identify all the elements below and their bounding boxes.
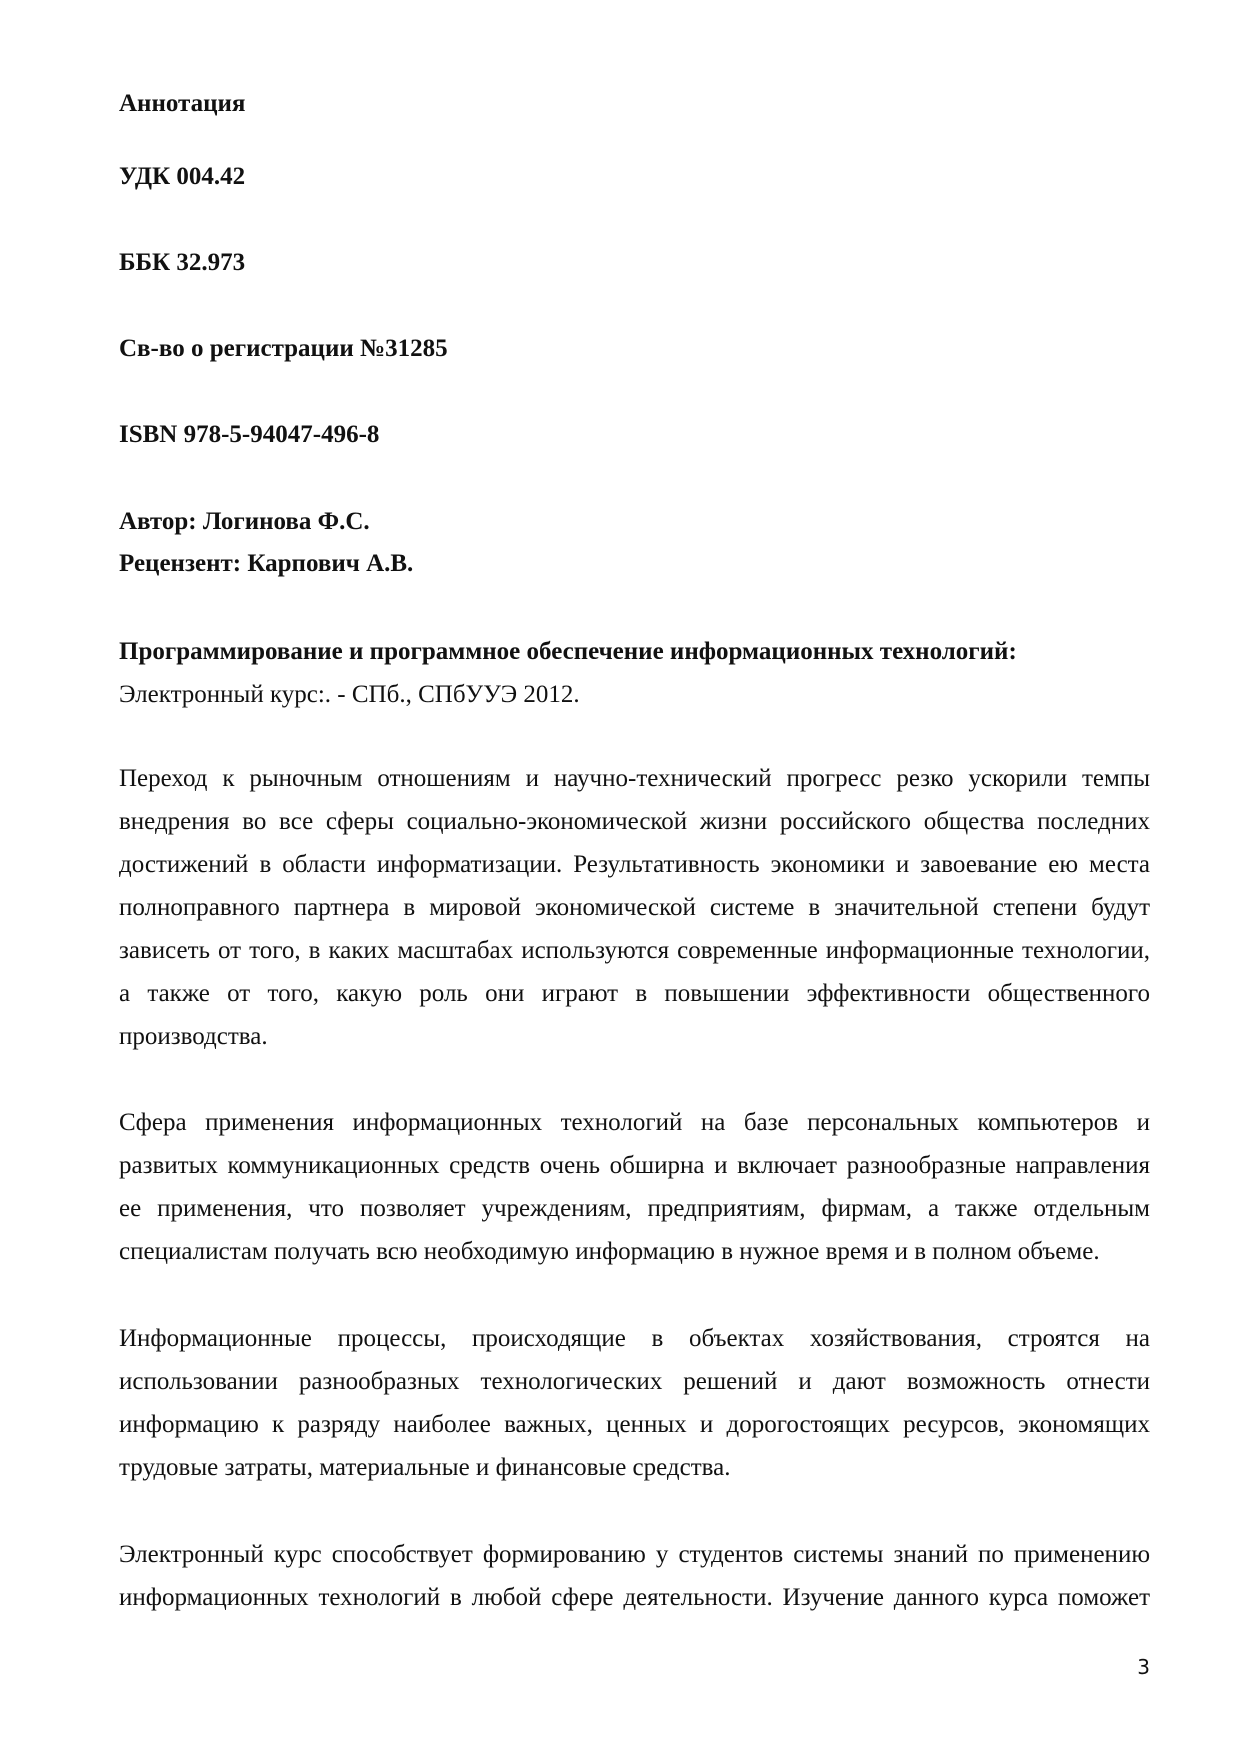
paragraph-line: полноправного партнера в мировой экономической системе в значительной степени будут <box>119 894 1150 921</box>
paragraph-line: специалистам получать всю необходимую информацию в нужное время и в полном объеме. <box>119 1238 1100 1265</box>
page-number: 3 <box>1137 1655 1150 1679</box>
udk-code: УДК 004.42 <box>119 163 246 190</box>
paragraph-line: производства. <box>119 1023 268 1050</box>
isbn: ISBN 978-5-94047-496-8 <box>119 421 380 448</box>
paragraph-line: ее применения, что позволяет учреждениям, предприятиям, фирмам, а также отдельным <box>119 1195 1150 1222</box>
paragraph-line: информационных технологий в любой сфере деятельности. Изучение данного курса поможет <box>119 1584 1150 1611</box>
paragraph-line: развитых коммуникационных средств очень обширна и включает разнообразные направления <box>119 1152 1150 1179</box>
paragraph-line: Электронный курс способствует формированию у студентов системы знаний по применению <box>119 1541 1150 1568</box>
paragraph-3 <box>119 1317 1150 1489</box>
paragraph-4 <box>119 1533 1150 1619</box>
paragraph-line: Переход к рыночным отношениям и научно-технический прогресс резко ускорили темпы <box>119 765 1150 792</box>
paragraph-line: использовании разнообразных технологических решений и дают возможность отнести <box>119 1368 1150 1395</box>
paragraph-line: информацию к разряду наиболее важных, ценных и дорогостоящих ресурсов, экономящих <box>119 1411 1150 1438</box>
paragraph-line: зависеть от того, в каких масштабах используются современные информационные технологии, <box>119 937 1150 964</box>
author: Автор: Логинова Ф.С. <box>119 508 370 535</box>
citation-details: Электронный курс:. - СПб., СПбУУЭ 2012. <box>119 681 580 708</box>
paragraph-line: внедрения во все сферы социально-экономической жизни российского общества последних <box>119 808 1150 835</box>
paragraph-line: достижений в области информатизации. Результативность экономики и завоевание ею места <box>119 851 1150 878</box>
paragraph-line: Сфера применения информационных технологий на базе персональных компьютеров и <box>119 1109 1150 1136</box>
paragraph-line: Информационные процессы, происходящие в объектах хозяйствования, строятся на <box>119 1325 1150 1352</box>
paragraph-line: а также от того, какую роль они играют в повышении эффективности общественного <box>119 980 1150 1007</box>
annotation-heading: Аннотация <box>119 90 246 117</box>
reviewer: Рецензент: Карпович А.В. <box>119 550 414 577</box>
paragraph-1 <box>119 757 1150 1058</box>
paragraph-2 <box>119 1101 1150 1273</box>
paragraph-line: трудовые затраты, материальные и финансовые средства. <box>119 1454 731 1481</box>
citation-title: Программирование и программное обеспечение информационных технологий: <box>119 638 1017 665</box>
citation <box>119 630 1150 716</box>
bbk-code: ББК 32.973 <box>119 249 246 276</box>
registration-number: Св-во о регистрации №31285 <box>119 335 448 362</box>
